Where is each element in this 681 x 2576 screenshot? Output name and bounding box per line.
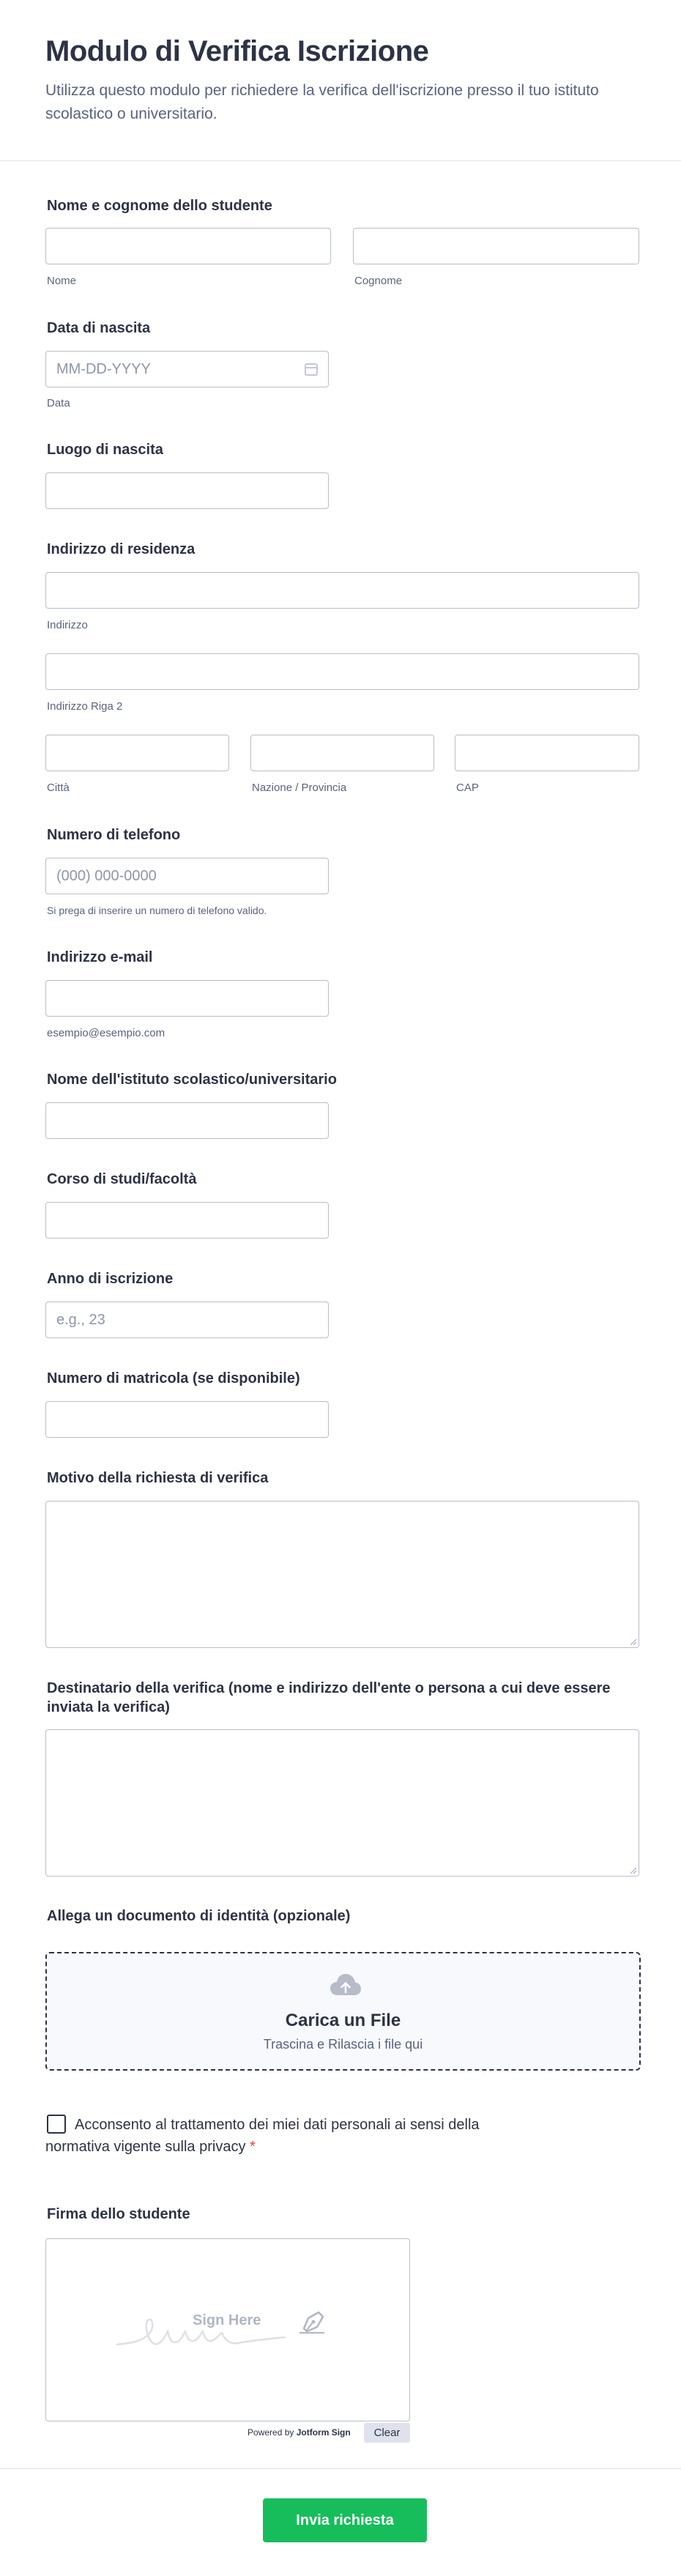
zip-input[interactable] (455, 735, 639, 771)
phone-input[interactable] (45, 858, 329, 894)
city-sublabel: Città (47, 782, 70, 794)
recipient-textarea[interactable] (45, 1729, 639, 1877)
pen-icon (298, 2308, 327, 2334)
signature-pad[interactable] (45, 2238, 410, 2421)
address-line1-sublabel: Indirizzo (47, 619, 88, 631)
address-line2-sublabel: Indirizzo Riga 2 (47, 700, 123, 713)
course-input[interactable] (45, 1202, 329, 1239)
phone-label: Numero di telefono (47, 827, 181, 843)
last-name-sublabel: Cognome (354, 275, 403, 287)
consent-text: Acconsento al trattamento dei miei dati personali ai sensi della normativa vigente sulla privacy (45, 2117, 480, 2155)
student-id-label: Numero di matricola (se disponibile) (47, 1370, 300, 1387)
year-label: Anno di iscrizione (47, 1271, 174, 1287)
address-line1-input[interactable] (45, 572, 639, 609)
zip-sublabel: CAP (456, 782, 479, 794)
resize-handle-icon[interactable] (629, 1866, 636, 1874)
birthdate-placeholder: MM-DD-YYYY (56, 361, 151, 377)
state-input[interactable] (250, 735, 434, 771)
upload-subtitle: Trascina e Rilascia i file qui (263, 2037, 423, 2052)
consent-label (45, 2114, 543, 2158)
calendar-icon[interactable] (305, 363, 318, 376)
address-line2-input[interactable] (45, 653, 639, 690)
first-name-sublabel: Nome (47, 275, 77, 287)
upload-title: Carica un File (285, 2011, 401, 2030)
form-header (0, 0, 681, 161)
student-id-input[interactable] (45, 1401, 329, 1438)
birthdate-label: Data di nascita (47, 320, 151, 336)
submit-button[interactable]: Invia richiesta (263, 2498, 427, 2542)
powered-brand: Jotform Sign (296, 2427, 351, 2438)
cloud-upload-icon (330, 1972, 362, 1999)
year-placeholder: e.g., 23 (56, 1312, 105, 1328)
reason-label: Motivo della richiesta di verifica (47, 1470, 269, 1486)
form-title: Modulo di Verifica Iscrizione (45, 35, 429, 67)
required-mark: * (250, 2139, 256, 2155)
resize-handle-icon[interactable] (629, 1638, 636, 1645)
powered-prefix: Powered by (248, 2427, 294, 2438)
school-label: Nome dell'istituto scolastico/universitario (47, 1072, 337, 1088)
email-label: Indirizzo e-mail (47, 949, 153, 965)
state-sublabel: Nazione / Provincia (252, 782, 347, 794)
address-label: Indirizzo di residenza (47, 541, 196, 557)
year-input[interactable] (45, 1302, 329, 1338)
birthplace-label: Luogo di nascita (47, 442, 163, 458)
email-input[interactable] (45, 980, 329, 1017)
city-input[interactable] (45, 735, 229, 771)
signature-label: Firma dello studente (47, 2206, 190, 2222)
birthdate-sublabel: Data (47, 397, 70, 409)
name-label: Nome e cognome dello studente (47, 198, 272, 214)
powered-by (248, 2427, 351, 2438)
sign-here-placeholder: Sign Here (193, 2312, 261, 2328)
last-name-input[interactable] (353, 228, 639, 264)
attachment-label: Allega un documento di identità (opzionale) (47, 1908, 351, 1924)
birthplace-input[interactable] (45, 472, 329, 509)
first-name-input[interactable] (45, 228, 331, 264)
course-label: Corso di studi/facoltà (47, 1171, 197, 1187)
clear-signature-button[interactable]: Clear (364, 2423, 410, 2443)
recipient-label: Destinatario della verifica (nome e indirizzo dell'ente o persona a cui deve essere inviata la verifica) (47, 1680, 611, 1715)
school-input[interactable] (45, 1102, 329, 1139)
email-sublabel: esempio@esempio.com (47, 1027, 165, 1039)
phone-sublabel: Si prega di inserire un numero di telefono valido. (47, 905, 267, 916)
form-footer (0, 2468, 681, 2576)
form-description: Utilizza questo modulo per richiedere la verifica dell'iscrizione presso il tuo istituto scolastico o universitario. (45, 82, 599, 122)
phone-placeholder: (000) 000-0000 (56, 868, 157, 884)
reason-textarea[interactable] (45, 1501, 639, 1648)
birthdate-input[interactable] (45, 351, 329, 387)
file-upload-dropzone[interactable] (45, 1952, 641, 2071)
